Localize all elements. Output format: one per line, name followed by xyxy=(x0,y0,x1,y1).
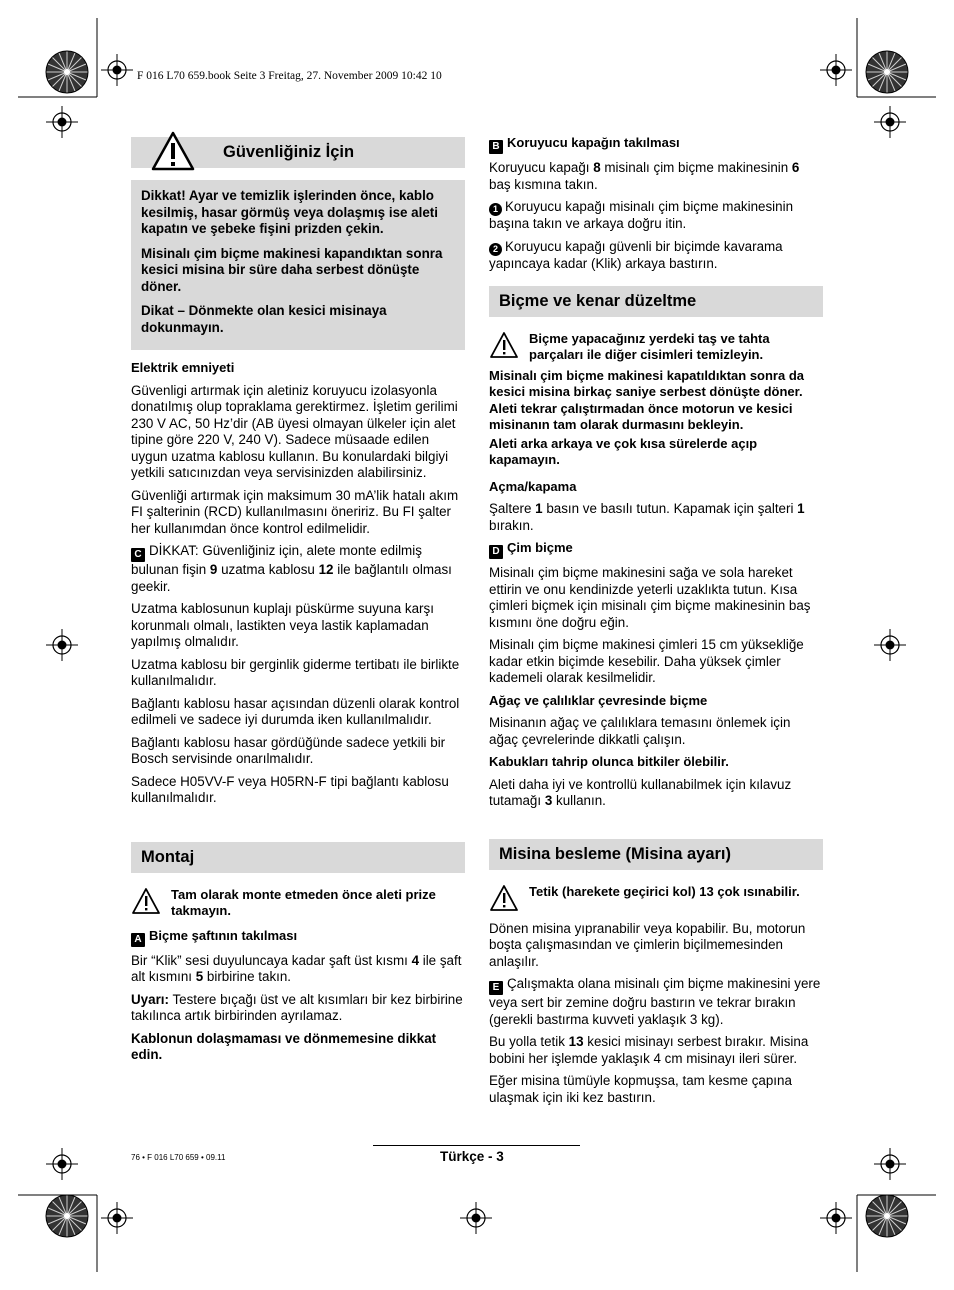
registration-mark-icon xyxy=(101,54,133,86)
electric-paragraph-6: Bağlantı kablosu hasar açısından düzenli olarak kontrol edilmeli ve sadece iyi durumda iken kullanılmalıdır. xyxy=(131,695,460,727)
registration-mark-icon xyxy=(874,1148,906,1180)
section-title-montaj: Montaj xyxy=(131,842,465,873)
guard-paragraph-1: Koruyucu kapağı 8 misinalı çim biçme makinesinin 6 baş kısmına takın. xyxy=(489,160,800,192)
left-column xyxy=(131,137,465,813)
page-number: Türkçe - 3 xyxy=(440,1149,504,1164)
warning-triangle-icon xyxy=(489,331,519,359)
cutting-bold-block-1: Misinalı çim biçme makinesi kapatıldıktan sonra da kesici misina birkaç saniye serbest dönüşte döner. Aleti tekrar çalıştırmadan önce motorun ve kesici misinanın tam olarak durmasını bekleyin. xyxy=(489,367,805,432)
cutting-bold-block-2: Aleti arka arkaya ve çok kısa sürelerde açıp kapamayın. xyxy=(489,435,758,467)
onoff-paragraph: Şaltere 1 basın ve basılı tutun. Kapamak için şalteri 1 bırakın. xyxy=(489,501,805,533)
footer-code: 76 • F 016 L70 659 • 09.11 xyxy=(131,1153,226,1162)
trees-bold: Kabukları tahrip olunca bitkiler ölebilir. xyxy=(489,754,729,769)
figure-letter-c: C xyxy=(131,548,145,562)
registration-mark-icon xyxy=(46,1148,78,1180)
guard-step-1: 1 Koruyucu kapağı misinalı çim biçme makinesinin başına takın ve arkaya doğru itin. xyxy=(489,199,794,231)
safety-warning-3: Dikat – Dönmekte olan kesici misinaya dokunmayın. xyxy=(141,303,387,335)
electric-safety-title: Elektrik emniyeti xyxy=(131,360,235,375)
registration-mark-icon xyxy=(820,1202,852,1234)
figure-letter-b: B xyxy=(489,140,503,154)
file-info-line: F 016 L70 659.book Seite 3 Freitag, 27. November 2009 10:42 10 xyxy=(137,70,442,82)
cutting-warning: Biçme yapacağınız yerdeki taş ve tahta parçaları ile diğer cisimleri temizleyin. xyxy=(489,331,823,364)
figure-letter-a: A xyxy=(131,933,145,947)
footer-rule xyxy=(373,1145,580,1146)
feed-column xyxy=(489,839,823,1112)
safety-warning-1: Dikkat! Ayar ve temizlik işlerinden önce, kablo kesilmiş, hasar görmüş veya dolaşmış ise aleti kapatın ve şebeke fişini prizden çekin. xyxy=(141,188,438,236)
guard-step-2: 2 Koruyucu kapağı güvenli bir biçimde kavarama yapıncaya kadar (Klik) arkaya bastırın. xyxy=(489,238,783,271)
feed-paragraph-3: Bu yolla tetik 13 kesici misinayı serbest bırakır. Misina bobini her işlemde yaklaşık 4 cm misinayı ileri sürer. xyxy=(489,1034,809,1066)
trees-paragraph-1: Misinanın ağaç ve çalılıklara temasını önlemek için ağaç çevrelerinde dikkatli çalışın. xyxy=(489,715,791,747)
trees-title: Ağaç ve çalılıklar çevresinde biçme xyxy=(489,692,708,708)
montaj-paragraph-2: Uyarı: Testere bıçağı üst ve alt kısımları bir kez birbirine takılınca artık birbirinden ayrılamaz. xyxy=(131,991,463,1023)
electric-paragraph-8: Sadece H05VV-F veya H05RN-F tipi bağlantı kablosu kullanılmalıdır. xyxy=(131,773,449,805)
electric-paragraph-5: Uzatma kablosu bir gerginlik giderme tertibatı ile birlikte kullanılmalıdır. xyxy=(131,656,460,688)
right-column xyxy=(489,135,823,816)
warning-triangle-icon xyxy=(489,884,519,912)
montaj-warning: Tam olarak monte etmeden önce aleti prize takmayın. xyxy=(131,887,465,920)
registration-mark-icon xyxy=(874,629,906,661)
mowing-paragraph-1: Misinalı çim biçme makinesini sağa ve sola hareket ettirin ve onu kendinizde yeterli uzaklıkta tutun. Kısa çimleri biçmek için misinalı çim biçme makinesinin baş kısmını öne doğru eğin. xyxy=(489,565,811,630)
trees-paragraph-2: Aleti daha iyi ve kontrollü kullanabilmek için kılavuz tutamağı 3 kullanın. xyxy=(489,776,792,808)
electric-paragraph-4: Uzatma kablosunun kuplajı püskürme suyuna karşı korunmalı olmalı, lastikten veya lastik kaplamadan yapılmış olmalıdır. xyxy=(131,601,434,649)
color-wheel-icon xyxy=(46,51,88,93)
section-title-cutting: Biçme ve kenar düzeltme xyxy=(489,286,823,317)
warning-triangle-icon xyxy=(131,887,161,915)
registration-mark-icon xyxy=(101,1202,133,1234)
electric-paragraph-3: C DİKKAT: Güvenliğiniz için, alete monte edilmiş bulunan fişin 9 uzatma kablosu 12 ile bağlantılı olması geekir. xyxy=(131,543,452,594)
mowing-title: D Çim biçme xyxy=(489,540,823,559)
safety-warning-2: Misinalı çim biçme makinesi kapandıktan sonra kesici misina bir süre daha serbest dönüşte döner. xyxy=(141,245,443,294)
registration-mark-icon xyxy=(874,106,906,138)
feed-paragraph-4: Eğer misina tümüyle kopmuşsa, tam kesme çapına ulaşmak için iki kez bastırın. xyxy=(489,1073,792,1105)
shaft-assembly-title: A Biçme şaftının takılması xyxy=(131,928,465,947)
montaj-column xyxy=(131,842,465,1070)
safety-section-header xyxy=(131,137,465,168)
section-title-feed: Misina besleme (Misina ayarı) xyxy=(489,839,823,870)
registration-mark-icon xyxy=(460,1202,492,1234)
feed-paragraph-1: Dönen misina yıpranabilir veya kopabilir. Bu, motorun boşta çalışmasından ve çimlerin biçilmemesinden anlaşılır. xyxy=(489,920,806,969)
guard-title: B Koruyucu kapağın takılması xyxy=(489,135,823,154)
montaj-paragraph-3: Kablonun dolaşmaması ve dönmemesine dikkat edin. xyxy=(131,1030,437,1062)
step-number-2: 2 xyxy=(489,243,502,256)
electric-paragraph-1: Güvenligi artırmak için aletiniz koruyucu izolasyonla donatılmış olup topraklama gerektirmez. İşletim gerilimi 230 V AC, 50 Hz’dir (AB üyesi olmayan ülkeler için alet tipine göre 220 V, 240 V). Sadece müsaade edilen uygun uzatma kablosu kullanın. Bu konulardaki bilgiyi yetkili satıcınızdan veya servisinizden alabilirsiniz. xyxy=(131,382,458,480)
figure-letter-d: D xyxy=(489,545,503,559)
registration-mark-icon xyxy=(46,106,78,138)
step-number-1: 1 xyxy=(489,203,502,216)
montaj-paragraph-1: Bir “Klik” sesi duyuluncaya kadar şaft üst kısmı 4 ile şaft alt kısmını 5 birbirine takın. xyxy=(131,952,462,984)
registration-mark-icon xyxy=(46,629,78,661)
feed-paragraph-2: E Çalışmakta olana misinalı çim biçme makinesini yere veya sert bir zemine doğru bastırın ve tekrar bırakın (gerekli bastırma kuvveti yaklaşık 3 kg). xyxy=(489,976,821,1027)
safety-warning-box xyxy=(131,180,465,350)
section-title-safety: Güvenliğiniz İçin xyxy=(131,137,465,168)
registration-mark-icon xyxy=(820,54,852,86)
warning-triangle-icon xyxy=(151,131,195,171)
mowing-paragraph-2: Misinalı çim biçme makinesi çimleri 15 cm yüksekliğe kadar etkin biçimde kesebilir. Daha yüksek çimler kademeli olarak kesilmelidir. xyxy=(489,637,804,685)
color-wheel-icon xyxy=(46,1195,88,1237)
color-wheel-icon xyxy=(866,1195,908,1237)
figure-letter-e: E xyxy=(489,981,503,995)
color-wheel-icon xyxy=(866,51,908,93)
electric-paragraph-2: Güvenliği artırmak için maksimum 30 mA’lik hatalı akım FI şalterinin (RCD) kullanılmasını öneririz. Bu FI şalter her kullanımdan önce kontrol edilmelidir. xyxy=(131,487,459,536)
feed-warning: Tetik (harekete geçirici kol) 13 çok ısınabilir. xyxy=(489,884,823,917)
onoff-title: Açma/kapama xyxy=(489,478,577,494)
electric-paragraph-7: Bağlantı kablosu hasar gördüğünde sadece yetkili bir Bosch servisinde onarılmalıdır. xyxy=(131,734,446,766)
